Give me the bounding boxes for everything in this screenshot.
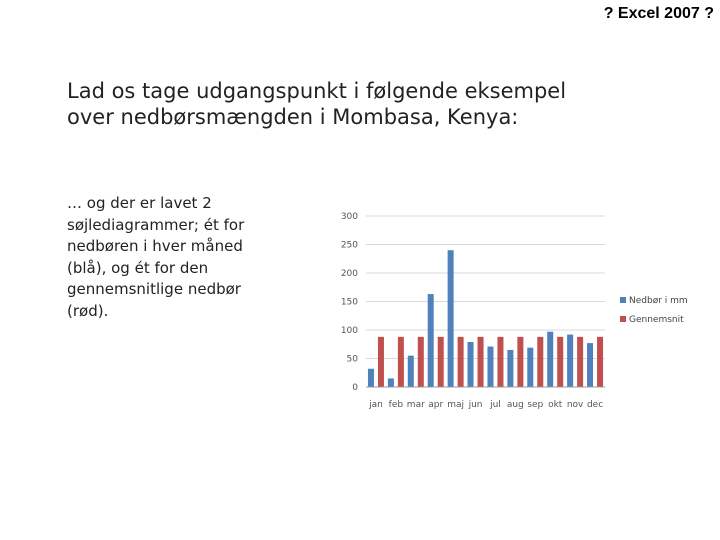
- bar-rainfall: [428, 294, 434, 387]
- bar-rainfall: [388, 378, 394, 387]
- x-tick-label: feb: [388, 400, 404, 410]
- x-tick-label: jul: [490, 400, 501, 410]
- y-tick-label: 250: [340, 240, 358, 251]
- bar-average: [557, 337, 563, 387]
- chart-bars: [368, 250, 603, 387]
- x-tick-label: aug: [506, 400, 524, 410]
- bar-average: [497, 337, 503, 387]
- legend-label: Nedbør i mm: [629, 296, 688, 306]
- x-tick-label: jan: [369, 400, 383, 410]
- bar-average: [517, 337, 523, 387]
- legend-swatch: [620, 297, 626, 303]
- description-line: (rød).: [67, 301, 109, 320]
- bar-rainfall: [368, 369, 374, 387]
- legend-swatch: [620, 316, 626, 322]
- bar-average: [577, 337, 583, 387]
- bar-rainfall: [408, 356, 414, 387]
- legend-label: Gennemsnit: [629, 315, 684, 325]
- x-tick-label: nov: [566, 400, 584, 410]
- bar-average: [438, 337, 444, 387]
- bar-rainfall: [547, 332, 553, 387]
- bar-rainfall: [587, 343, 593, 387]
- description-line: … og der er lavet 2: [67, 194, 212, 212]
- y-tick-label: 0: [352, 383, 358, 393]
- x-tick-label: apr: [428, 400, 444, 410]
- y-tick-label: 300: [340, 212, 358, 222]
- bar-rainfall: [448, 250, 454, 387]
- bar-average: [378, 337, 384, 387]
- y-tick-label: 100: [340, 326, 358, 336]
- bar-average: [418, 337, 424, 387]
- bar-rainfall: [487, 347, 493, 387]
- bar-average: [398, 337, 404, 387]
- heading-line: Lad os tage udgangspunkt i følgende eksempel: [67, 79, 567, 103]
- x-tick-label: mar: [406, 400, 425, 410]
- x-tick-label: sep: [527, 400, 544, 410]
- description-line: gennemsnitlige nedbør: [67, 280, 241, 298]
- description-line: søjlediagrammer; ét for: [67, 215, 245, 234]
- y-tick-label: 150: [340, 297, 358, 308]
- slide-heading: [67, 78, 687, 130]
- slide-description: [67, 193, 297, 322]
- rainfall-bar-chart: [330, 200, 690, 415]
- x-tick-label: dec: [586, 400, 604, 410]
- y-tick-label: 200: [340, 269, 358, 279]
- bar-rainfall: [527, 348, 533, 387]
- x-tick-label: jun: [468, 400, 483, 410]
- bar-rainfall: [507, 350, 513, 387]
- chart-legend: [620, 296, 688, 325]
- x-tick-label: okt: [548, 400, 563, 410]
- description-line: (blå), og ét for den: [67, 258, 209, 277]
- header-title: ? Excel 2007 ?: [603, 5, 714, 22]
- bar-rainfall: [567, 335, 573, 387]
- bar-rainfall: [468, 342, 474, 387]
- bar-average: [537, 337, 543, 387]
- bar-average: [597, 337, 603, 387]
- y-tick-label: 50: [346, 354, 358, 365]
- x-tick-label: maj: [447, 400, 465, 410]
- description-line: nedbøren i hver måned: [67, 237, 243, 255]
- bar-average: [478, 337, 484, 387]
- bar-average: [458, 337, 464, 387]
- heading-line: over nedbørsmængden i Mombasa, Kenya:: [67, 105, 519, 129]
